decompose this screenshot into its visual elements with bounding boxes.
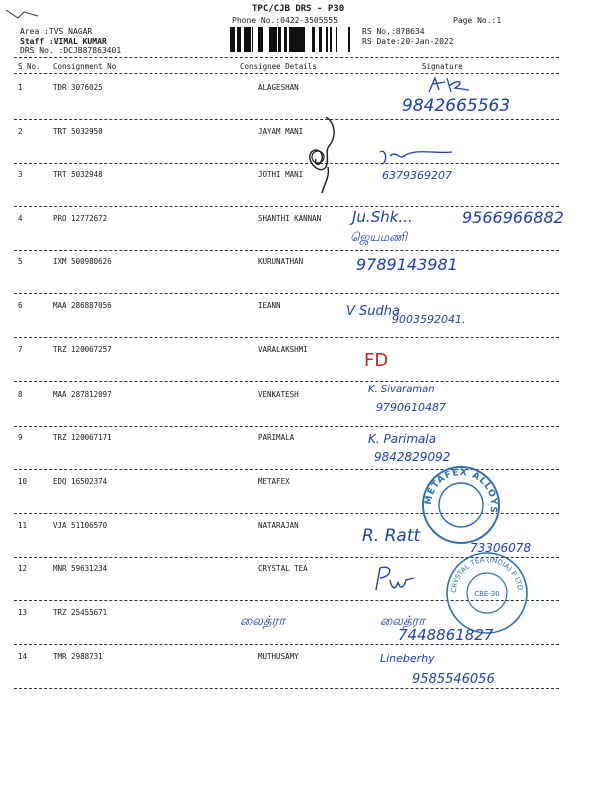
phone-row-6: 9003592041.	[392, 313, 466, 326]
row-consignment-number: MNR 59631234	[53, 564, 108, 573]
row-consignment-number: PRO 12772672	[53, 214, 108, 223]
row-consignment-number: EDQ 16502374	[53, 477, 108, 486]
signature-row-14: Lineberhy	[380, 652, 435, 665]
signature-rows-2-3	[300, 115, 348, 197]
row-divider	[14, 163, 559, 164]
row-consignee-name: ALAGESHAN	[258, 83, 299, 92]
column-consignment: Consignment No	[53, 62, 117, 71]
header-top-rule	[14, 57, 559, 58]
signature-row-9: K. Parimala	[368, 432, 437, 446]
area-label: Area :TVS NAGAR	[20, 27, 93, 36]
row-serial-number: 11	[18, 521, 28, 530]
row-serial-number: 6	[18, 301, 23, 310]
row-consignment-number: TDR 3076025	[53, 83, 103, 92]
row-consignee-name: IEANN	[258, 301, 281, 310]
row-consignment-number: TMR 2988731	[53, 652, 103, 661]
row-divider	[14, 644, 559, 645]
row-serial-number: 9	[18, 433, 23, 442]
barcode	[230, 27, 354, 52]
row-divider	[14, 381, 559, 382]
column-consignee: Consignee Details	[240, 62, 317, 71]
row-serial-number: 10	[18, 477, 28, 486]
row-consignee-name: KURUNATHAN	[258, 257, 304, 266]
phone-number: Phone No.:0422-3505555	[232, 16, 338, 25]
row-serial-number: 8	[18, 390, 23, 399]
row-serial-number: 13	[18, 608, 28, 617]
row-divider	[14, 688, 559, 689]
row-serial-number: 12	[18, 564, 28, 573]
row-consignee-name: MUTHUSAMY	[258, 652, 299, 661]
metafex-company-stamp	[420, 464, 502, 546]
row-consignment-number: TRT 5032948	[53, 170, 103, 179]
column-sno: S No.	[18, 62, 41, 71]
tamil-signature-row-13-left: லைத்ரா	[240, 614, 286, 629]
row-divider	[14, 250, 559, 251]
row-divider	[14, 337, 559, 338]
svg-text:METAFEX ALLOYS: METAFEX ALLOYS	[423, 467, 499, 515]
row-divider	[14, 206, 559, 207]
row-serial-number: 2	[18, 127, 23, 136]
row-serial-number: 7	[18, 345, 23, 354]
signature-row-12	[370, 564, 420, 594]
crystal-tea-company-stamp	[444, 550, 530, 636]
rs-number: RS No.:878634	[362, 27, 425, 36]
phone-row-13: 7448861827	[398, 626, 494, 644]
report-title: TPC/CJB DRS - P30	[252, 4, 345, 14]
drs-number: DRS No. :DCJB87863401	[20, 46, 122, 55]
row-consignment-number: MAA 286887056	[53, 301, 112, 310]
phone-row-1: 9842665563	[402, 96, 511, 116]
svg-text:CBE-30: CBE-30	[474, 590, 500, 598]
row-consignee-name: NATARAJAN	[258, 521, 299, 530]
signature-row-3	[376, 146, 456, 168]
phone-row-9: 9842829092	[374, 450, 451, 464]
svg-text:CRYSTAL TEA (INDIA) P LTD.: CRYSTAL TEA (INDIA) P LTD.	[449, 555, 525, 594]
rs-date: RS Date:20-Jan-2022	[362, 37, 454, 46]
row-divider	[14, 426, 559, 427]
row-consignee-name: SHANTHI KANNAN	[258, 214, 322, 223]
row-consignment-number: TRZ 25455671	[53, 608, 108, 617]
row-consignment-number: TRT 5032950	[53, 127, 103, 136]
row-consignee-name: JAYAM MANI	[258, 127, 304, 136]
row-consignee-name: CRYSTAL TEA	[258, 564, 308, 573]
phone-row-3: 6379369207	[382, 169, 452, 182]
signature-row-11: R. Ratt	[362, 526, 421, 546]
signature-row-1	[425, 74, 475, 96]
row-serial-number: 5	[18, 257, 23, 266]
staff-label: Staff :VIMAL KUMAR	[20, 37, 107, 46]
row-consignment-number: TRZ 120067171	[53, 433, 112, 442]
row-divider	[14, 293, 559, 294]
row-consignment-number: MAA 287812097	[53, 390, 112, 399]
phone-row-8: 9790610487	[376, 401, 446, 414]
row-serial-number: 3	[18, 170, 23, 179]
row-consignment-number: TRZ 120067257	[53, 345, 112, 354]
phone-row-14: 9585546056	[412, 672, 495, 687]
signature-row-4: Ju.Shk...	[352, 208, 413, 226]
phone-row-4: 9566966882	[462, 208, 564, 227]
corner-pen-mark	[4, 2, 54, 28]
page-number: Page No.:1	[453, 16, 502, 25]
row-consignee-name: METAFEX	[258, 477, 290, 486]
row-consignee-name: VARALAKSHMI	[258, 345, 308, 354]
signature-row-6: V Sudha	[346, 304, 400, 319]
row-consignment-number: VJA 51106570	[53, 521, 108, 530]
row-consignee-name: VENKATESH	[258, 390, 299, 399]
row-divider	[14, 119, 559, 120]
row-consignee-name: JOTHI MANI	[258, 170, 304, 179]
column-signature: Signature	[422, 62, 463, 71]
row-serial-number: 1	[18, 83, 23, 92]
row-consignee-name: PARIMALA	[258, 433, 295, 442]
phone-row-11: 73306078	[470, 541, 532, 555]
row-serial-number: 14	[18, 652, 28, 661]
tamil-signature-row-13-right: லைத்ரா	[380, 614, 426, 629]
row-serial-number: 4	[18, 214, 23, 223]
row-consignment-number: IXM 500980626	[53, 257, 112, 266]
tamil-name-row-4: ஜெயமணி	[350, 230, 408, 244]
fd-mark-row-7: FD	[364, 350, 389, 371]
header-bottom-rule	[14, 73, 559, 74]
signature-row-8: K. Sivaraman	[368, 384, 435, 395]
phone-row-5: 9789143981	[356, 255, 458, 274]
